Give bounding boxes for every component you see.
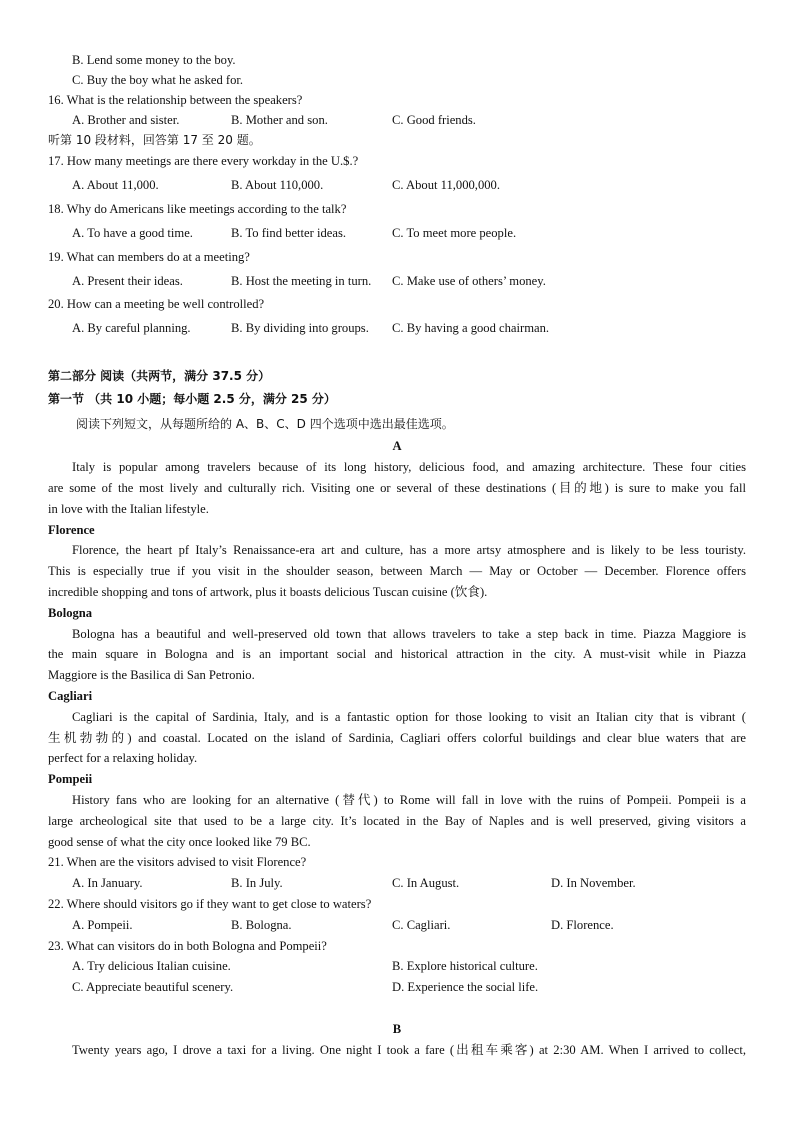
q22-option-d: D. Florence. [551,918,614,932]
q23-option-d: D. Experience the social life. [392,980,539,994]
city-heading-florence: Florence [48,523,95,537]
q21-option-b: B. In July. [231,876,283,890]
q16-option-a: A. Brother and sister. [72,113,180,127]
q15-option-b: B. Lend some money to the boy. [72,53,236,67]
q22-option-a: A. Pompeii. [72,918,133,932]
city-heading-bologna: Bologna [48,606,93,620]
q22-stem: 22. Where should visitors go if they want to get close to waters? [48,897,372,911]
florence-text-line: Florence, the heart pf Italy’s Renaissance-era art and culture, has a more artsy atmosphere and is likely to be less touristy. [72,543,746,557]
q16-option-b: B. Mother and son. [231,113,328,127]
q21-option-a: A. In January. [72,876,143,890]
passage-a-intro-line: Italy is popular among travelers because of its long history, delicious food, and amazing architecture. These four cities [72,460,746,474]
q18-option-b: B. To find better ideas. [231,226,347,240]
q23-option-c: C. Appreciate beautiful scenery. [72,980,234,994]
bologna-text-line: Maggiore is the Basilica di San Petronio. [48,668,255,682]
florence-text-line: This is especially true if you visit in the shoulder season, between March — May or October — December. Florence offers [48,564,746,578]
q16-option-c: C. Good friends. [392,113,476,127]
city-heading-cagliari: Cagliari [48,689,93,703]
pompeii-text-line: History fans who are looking for an alternative (替代) to Rome will fall in love with the ruins of Pompeii. Pompeii is a [72,793,746,807]
pompeii-text-line: good sense of what the city once looked like 79 BC. [48,835,311,849]
q18-option-a: A. To have a good time. [72,226,193,240]
q17-stem: 17. How many meetings are there every workday in the U.$.? [48,154,359,168]
city-heading-pompeii: Pompeii [48,772,93,786]
q19-option-a: A. Present their ideas. [72,274,183,288]
florence-text-line: incredible shopping and tons of artwork, plus it boasts delicious Tuscan cuisine (饮食). [48,585,488,599]
passage-a-intro-line: are some of the most lively and culturally rich. Visiting one or several of these destinations (目的地) is sure to make you fall [48,481,746,495]
q22-option-c: C. Cagliari. [392,918,451,932]
q22-option-b: B. Bologna. [231,918,292,932]
pompeii-text-line: large archeological site that used to be a large city. It’s located in the Bay of Naples and is well preserved, giving visitors a [48,814,746,828]
reading-part-title: 第二部分 阅读（共两节，满分 37.5 分） [48,369,271,383]
q19-option-c: C. Make use of others’ money. [392,274,546,288]
q23-option-b: B. Explore historical culture. [392,959,538,973]
q17-option-a: A. About 11,000. [72,178,159,192]
cagliari-text-line: Cagliari is the capital of Sardinia, Italy, and is a fantastic option for those looking to visit an Italian city that is vibrant ( [72,710,746,724]
q20-option-b: B. By dividing into groups. [231,321,369,335]
cagliari-text-line: perfect for a relaxing holiday. [48,751,198,765]
passage-a-intro-line: in love with the Italian lifestyle. [48,502,209,516]
q21-stem: 21. When are the visitors advised to visit Florence? [48,855,307,869]
q18-stem: 18. Why do Americans like meetings according to the talk? [48,202,347,216]
reading-section-title: 第一节 （共 10 小题；每小题 2.5 分，满分 25 分） [48,392,336,406]
section10-instruction: 听第 10 段材料，回答第 17 至 20 题。 [48,133,261,147]
cagliari-text-line: 生机勃勃的) and coastal. Located on the island of Sardinia, Cagliari offers colorful buildings and clear blue waters that are [48,731,746,745]
q19-option-b: B. Host the meeting in turn. [231,274,372,288]
q15-option-c: C. Buy the boy what he asked for. [72,73,244,87]
passage-b-label: B [392,1022,402,1036]
q16-stem: 16. What is the relationship between the speakers? [48,93,303,107]
q19-stem: 19. What can members do at a meeting? [48,250,250,264]
bologna-text-line: the main square in Bologna and is an important social and historical attraction in the city. A must-visit while in Piazza [48,647,746,661]
passage-b-text-line: Twenty years ago, I drove a taxi for a living. One night I took a fare (出租车乘客) at 2:30 AM. When I arrived to collect, [72,1043,746,1057]
q23-option-a: A. Try delicious Italian cuisine. [72,959,231,973]
reading-instruction: 阅读下列短文，从每题所给的 A、B、C、D 四个选项中选出最佳选项。 [76,417,454,431]
bologna-text-line: Bologna has a beautiful and well-preserved old town that allows travelers to take a step back in time. Piazza Maggiore is [72,627,746,641]
q18-option-c: C. To meet more people. [392,226,517,240]
q20-stem: 20. How can a meeting be well controlled? [48,297,265,311]
q21-option-c: C. In August. [392,876,460,890]
q20-option-c: C. By having a good chairman. [392,321,550,335]
q17-option-b: B. About 110,000. [231,178,324,192]
q17-option-c: C. About 11,000,000. [392,178,500,192]
q23-stem: 23. What can visitors do in both Bologna and Pompeii? [48,939,327,953]
q20-option-a: A. By careful planning. [72,321,191,335]
q21-option-d: D. In November. [551,876,636,890]
passage-a-label: A [392,439,402,453]
